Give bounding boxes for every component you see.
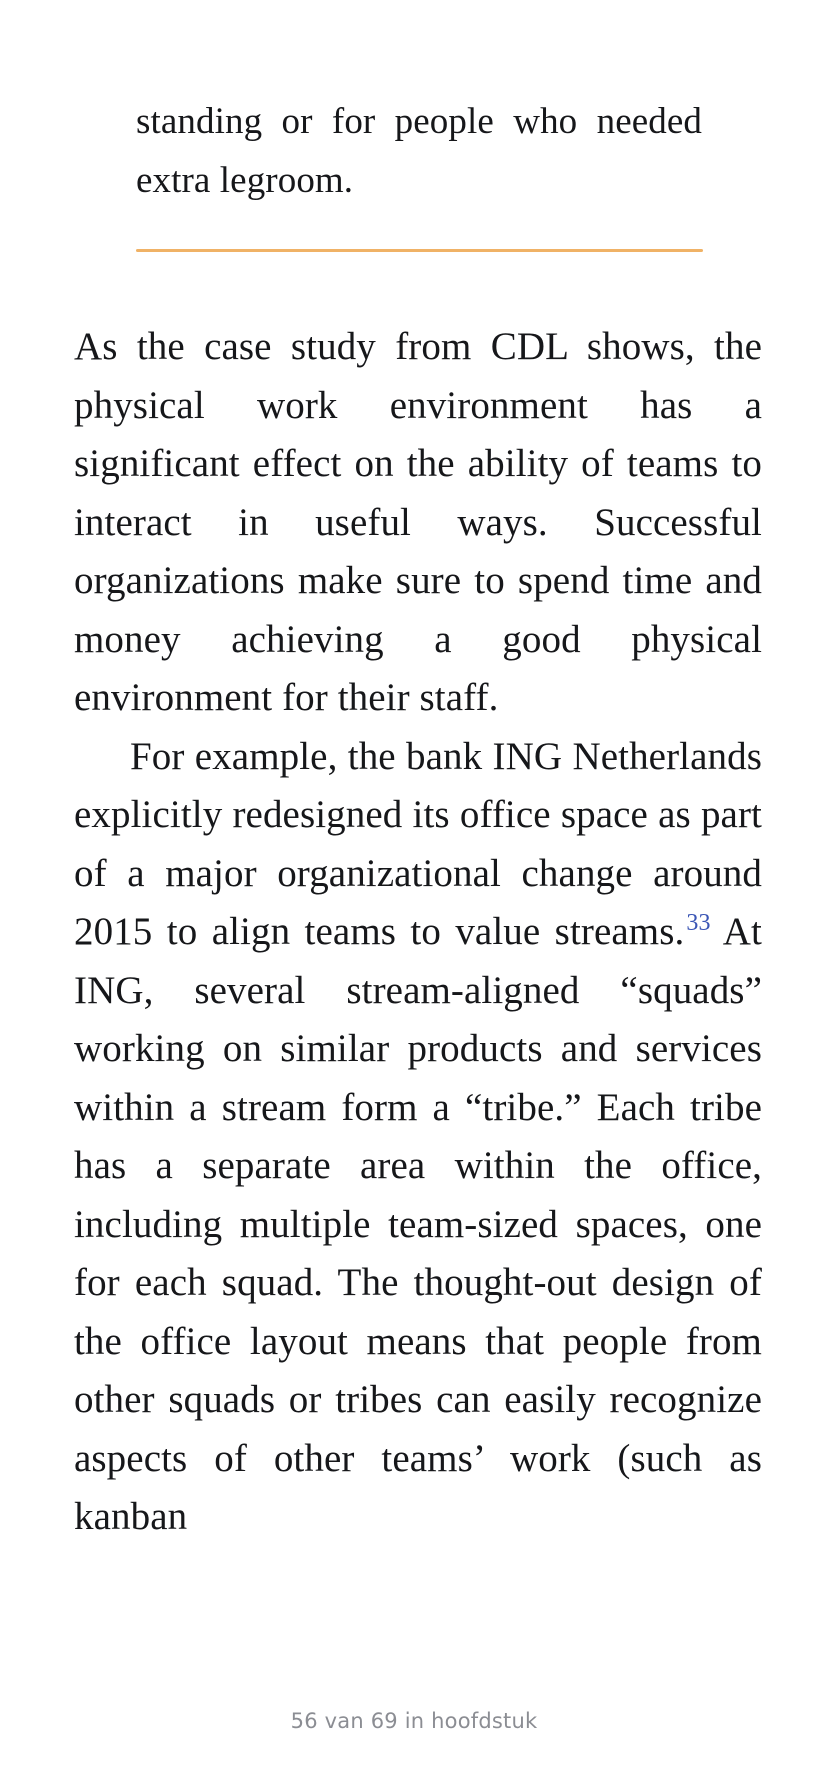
paragraph-2-text-before-footnote: For example, the bank ING Netherlands explicitly redesigned its office space as part of a major organizational change around 2015 to align teams to value streams.	[74, 734, 762, 953]
blockquote-text: standing or for people who needed extra legroom.	[136, 101, 702, 201]
footnote-reference-33[interactable]: 33	[686, 910, 711, 936]
blockquote-continuation	[136, 92, 702, 210]
chapter-progress-label: 56 van 69 in hoofdstuk	[290, 1709, 538, 1733]
paragraph-2-text-after-footnote: At ING, several stream-aligned “squads” working on similar products and services within a stream form a “tribe.” Each tribe has a separate area within the office, including multiple team-sized spaces, one for each squad. The thought-out design of the office layout means that people from other squads or tribes can easily recognize aspects of other teams’ work (such as kanban	[74, 910, 762, 1538]
paragraph-1: As the case study from CDL shows, the physical work environment has a significant effect on the ability of teams to interact in useful ways. Successful organizations make sure to spend time and money achieving a good physical environment for their staff.	[74, 325, 762, 719]
paragraph-2	[74, 728, 762, 1547]
reader-footer	[0, 1709, 828, 1733]
blockquote-divider	[136, 249, 703, 252]
body-content	[74, 318, 762, 1547]
